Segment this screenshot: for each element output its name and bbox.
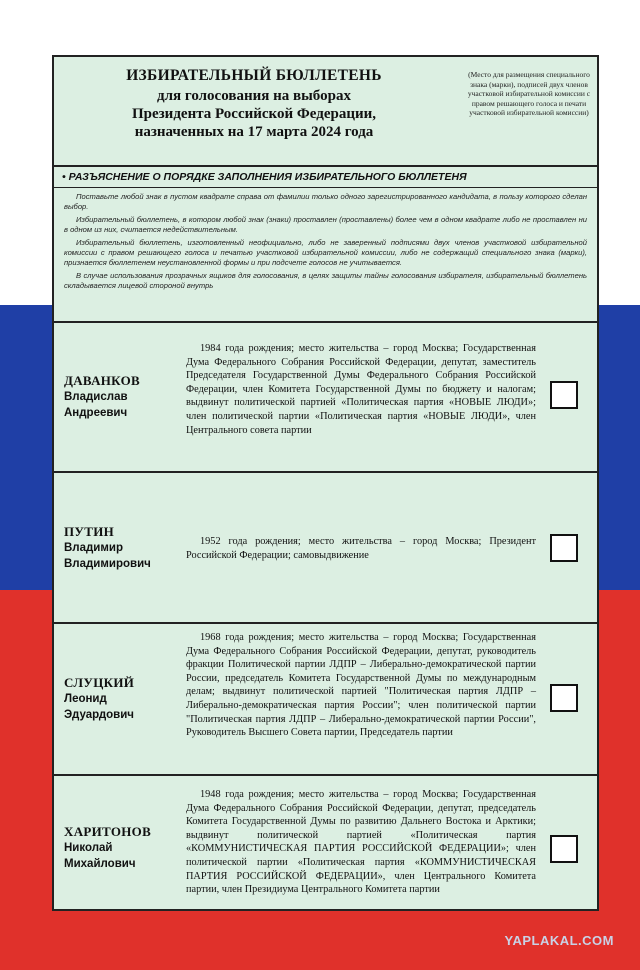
ballot-subtitle-line1: для голосования на выборах <box>157 88 351 104</box>
explanation-paragraph: В случае использования прозрачных ящиков для голосования, в целях защиты тайны голосования избирателя, избирательный бюллетень складывается лицевой стороной внутрь <box>64 271 587 290</box>
candidate-info: 1948 года рождения; место жительства – город Москва; Государственная Дума Федерального Собрания Российской Федерации, депутат, председатель Комитета Государственной Думы по развитию Дальнего Востока и Арктики; выдвинут политической партией «Политическая партия «КОММУНИСТИЧЕСКАЯ ПАРТИЯ РОССИЙСКОЙ ФЕДЕРАЦИИ»; член политической партии «Политическая партия «КОММУНИСТИЧЕСКАЯ ПАРТИЯ РОССИЙСКОЙ ФЕДЕРАЦИИ», член Центрального Комитета партии, член Президиума Центрального Комитета партии <box>186 789 536 896</box>
candidate-info: 1968 года рождения; место жительства – город Москва; Государственная Дума Федерального Собрания Российской Федерации, депутат, руководитель фракции Политической партии ЛДПР – Либерально-демократической партии России, председатель Комитета Государственной Думы по международным делам; выдвинут политической партией "Политическая партия ЛДПР – Либерально-демократическая партия России"; член политической партии "Политическая партия ЛДПР – Либерально-демократической партии России", Руководитель Высшего Совета партии, Председатель партии <box>186 632 536 739</box>
candidate-name <box>64 523 184 572</box>
ballot-subtitle-line3: назначенных на 17 марта 2024 года <box>134 124 374 140</box>
vote-checkbox-slutsky[interactable] <box>550 684 578 712</box>
candidate-name <box>64 674 184 723</box>
vote-checkbox-davankov[interactable] <box>550 381 578 409</box>
candidate-first-name: Владислав <box>64 391 128 403</box>
explanation-heading: • РАЗЪЯСНЕНИЕ О ПОРЯДКЕ ЗАПОЛНЕНИЯ ИЗБИРАТЕЛЬНОГО БЮЛЛЕТЕНЯ <box>54 167 597 188</box>
explanation-body <box>54 188 597 323</box>
ballot-title-block <box>104 67 404 141</box>
candidate-row-slutsky <box>54 624 597 776</box>
candidate-info: 1952 года рождения; место жительства – город Москва; Президент Российской Федерации; самовыдвижение <box>186 536 536 561</box>
ballot-subtitle-line2: Президента Российской Федерации, <box>131 106 377 122</box>
candidate-name <box>64 372 184 421</box>
candidate-first-name: Леонид <box>64 693 107 705</box>
candidate-patronymic: Эдуардович <box>64 709 134 721</box>
candidate-surname: СЛУЦКИЙ <box>64 675 135 690</box>
candidate-first-name: Владимир <box>64 542 123 554</box>
stamp-placeholder-note: (Место для размещения специального знака (марки), подписей двух членов участковой избирательной комиссии с правом решающего голоса и печати участковой избирательной комиссии) <box>467 70 591 117</box>
candidate-info: 1984 года рождения; место жительства – город Москва; Государственная Дума Федерального Собрания Российской Федерации, депутат, заместитель Председателя Государственной Думы Федерального Собрания Российской Федерации, член Комитета Государственной Думы по бюджету и налогам; выдвинут политической партией «Политическая партия «НОВЫЕ ЛЮДИ»; член политической партии «Политическая партия «НОВЫЕ ЛЮДИ», член Центрального совета партии <box>186 343 536 436</box>
candidate-row-putin <box>54 473 597 624</box>
candidate-patronymic: Андреевич <box>64 407 128 419</box>
site-watermark: YAPLAKAL.COM <box>504 933 614 948</box>
ballot-title: ИЗБИРАТЕЛЬНЫЙ БЮЛЛЕТЕНЬ <box>126 67 382 84</box>
candidate-first-name: Николай <box>64 842 113 854</box>
explanation-paragraph: Избирательный бюллетень, в котором любой знак (знаки) проставлен (проставлены) более чем в одном квадрате либо не проставлен ни в одном из них, считается недействительным. <box>64 215 587 234</box>
candidate-patronymic: Владимирович <box>64 558 151 570</box>
candidate-name <box>64 823 184 872</box>
candidate-row-kharitonov <box>54 776 597 927</box>
candidate-surname: ПУТИН <box>64 524 115 539</box>
candidate-patronymic: Михайлович <box>64 858 136 870</box>
explanation-paragraph: Избирательный бюллетень, изготовленный неофициально, либо не заверенный подписями двух членов участковой избирательной комиссии с правом решающего голоса и печатью участковой избирательной комиссии, либо не содержащий специального знака (марки), признается бюллетенем неустановленной формы и при подсчете голосов не учитывается. <box>64 238 587 267</box>
ballot-header <box>54 57 597 167</box>
vote-checkbox-kharitonov[interactable] <box>550 835 578 863</box>
candidate-surname: ДАВАНКОВ <box>64 373 140 388</box>
candidate-row-davankov <box>54 323 597 473</box>
vote-checkbox-putin[interactable] <box>550 534 578 562</box>
ballot <box>52 55 599 911</box>
explanation-paragraph: Поставьте любой знак в пустом квадрате справа от фамилии только одного зарегистрированного кандидата, в пользу которого сделан выбор. <box>64 192 587 211</box>
candidate-surname: ХАРИТОНОВ <box>64 824 152 839</box>
